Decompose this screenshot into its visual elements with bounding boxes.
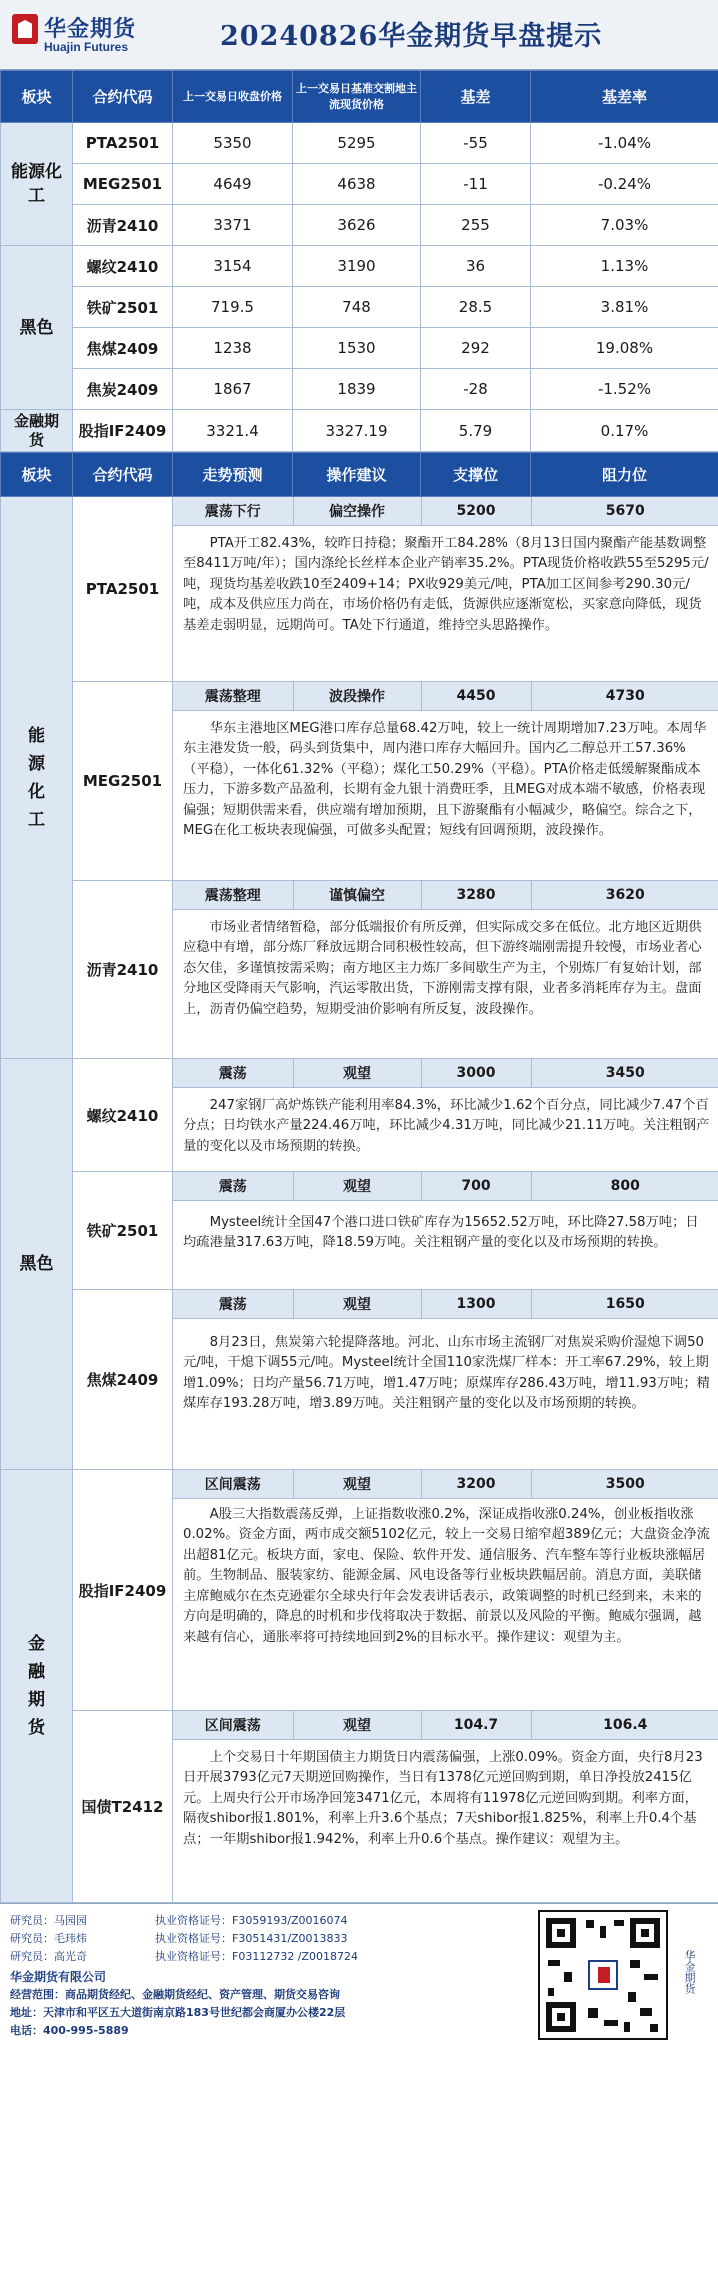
logo-en: Huajin Futures xyxy=(44,40,129,54)
table-row xyxy=(1,246,718,287)
contract-code: 铁矿2501 xyxy=(73,287,173,328)
spot-price: 5295 xyxy=(293,123,421,164)
strategy-detail xyxy=(173,1290,718,1470)
basis-rate: -1.52% xyxy=(531,369,718,410)
analyst-cert: 执业资格证号：F03112732 /Z0018724 xyxy=(155,1950,359,1963)
close-price: 719.5 xyxy=(173,287,293,328)
report-header xyxy=(0,0,718,70)
basis-rate: -1.04% xyxy=(531,123,718,164)
strategy-inner xyxy=(173,881,718,1058)
advice-value: 偏空操作 xyxy=(293,497,421,525)
company-logo xyxy=(12,12,162,58)
qr-code xyxy=(538,1910,698,2040)
trend-value: 震荡 xyxy=(173,1172,293,1200)
basis-rate: 3.81% xyxy=(531,287,718,328)
analysis-text: PTA开工82.43%，较昨日持稳；聚酯开工84.28%（8月13日国内聚酯产能基数调整至8411万吨/年）；国内涤纶长丝样本企业产销率35.2%。PTA现货价格收跌55至5295元/吨，现货均基差收跌10至2409+14；PX收929美元/吨，PTA加工区间参考290.30元/吨，成本及供应压力尚在，市场价格仍有走低，货源供应逐渐宽松，买家意向降低，现货基差走弱明显，远期尚可。TA处下行通道，维持空头思路操作。 xyxy=(183,535,709,633)
spot-price: 3327.19 xyxy=(293,410,421,452)
close-price: 3371 xyxy=(173,205,293,246)
close-price: 3154 xyxy=(173,246,293,287)
advice-value: 观望 xyxy=(293,1470,421,1498)
sector-label: 能源化工 xyxy=(1,123,73,246)
resist-value: 4730 xyxy=(531,682,718,710)
analysis-text: 上个交易日十年期国债主力期货日内震荡偏强，上涨0.09%。资金方面，央行8月23日开展3793亿元7天期逆回购操作，当日有1378亿元逆回购到期，单日净投放2415亿元。上周央行公开市场净回笼3471亿元，本周将有11978亿元逆回购到期。利率方面，隔夜shibor报1.801%，利率上升3.6个基点；7天shibor报1.825%，利率上升0.4个基点；一年期shibor报1.942%，利率上升0.6个基点。操作建议：观望为主。 xyxy=(183,1749,703,1847)
resist-value: 106.4 xyxy=(531,1711,718,1739)
strategy-detail xyxy=(173,1059,718,1172)
advice-value: 观望 xyxy=(293,1290,421,1318)
strategy-row xyxy=(1,1059,718,1172)
strategy-inner xyxy=(173,1059,718,1171)
col-contract: 合约代码 xyxy=(73,453,173,497)
support-value: 3200 xyxy=(421,1470,531,1498)
table-row xyxy=(1,164,718,205)
spot-price: 1530 xyxy=(293,328,421,369)
strategy-inner xyxy=(173,1711,718,1902)
contract-code: 螺纹2410 xyxy=(73,1059,173,1172)
strategy-row xyxy=(1,881,718,1059)
col-close: 上一交易日收盘价格 xyxy=(173,71,293,123)
strategy-row xyxy=(1,1711,718,1903)
analyst-name: 研究员：毛玮炜 xyxy=(10,1932,87,1945)
trend-value: 震荡 xyxy=(173,1059,293,1087)
company-address: 地址：天津市和平区五大道街南京路183号世纪都会商厦办公楼22层 xyxy=(10,2006,346,2019)
advice-value: 观望 xyxy=(293,1172,421,1200)
analyst-row xyxy=(10,1948,530,1966)
logo-cn: 华金期货 xyxy=(44,17,137,42)
support-value: 700 xyxy=(421,1172,531,1200)
advice-value: 观望 xyxy=(293,1711,421,1739)
col-support: 支撑位 xyxy=(421,453,531,497)
strategy-inner xyxy=(173,682,718,880)
resist-value: 5670 xyxy=(531,497,718,525)
support-value: 4450 xyxy=(421,682,531,710)
contract-code: 国债T2412 xyxy=(73,1711,173,1903)
spot-price: 748 xyxy=(293,287,421,328)
close-price: 3321.4 xyxy=(173,410,293,452)
strategy-row xyxy=(1,682,718,881)
contract-code: MEG2501 xyxy=(73,164,173,205)
resist-value: 800 xyxy=(531,1172,718,1200)
col-advice: 操作建议 xyxy=(293,453,421,497)
close-price: 5350 xyxy=(173,123,293,164)
basis-rate: 7.03% xyxy=(531,205,718,246)
resist-value: 3620 xyxy=(531,881,718,909)
basis-rate: 0.17% xyxy=(531,410,718,452)
analyst-cert: 执业资格证号：F3051431/Z0013833 xyxy=(155,1932,348,1945)
trend-value: 震荡 xyxy=(173,1290,293,1318)
analyst-cert: 执业资格证号：F3059193/Z0016074 xyxy=(155,1914,348,1927)
col-basis-rate: 基差率 xyxy=(531,71,718,123)
advice-value: 波段操作 xyxy=(293,682,421,710)
contract-code: 股指IF2409 xyxy=(73,1470,173,1711)
basis-value: -28 xyxy=(421,369,531,410)
trend-value: 震荡整理 xyxy=(173,881,293,909)
col-basis: 基差 xyxy=(421,71,531,123)
report-footer xyxy=(0,1903,718,2048)
close-price: 1867 xyxy=(173,369,293,410)
contract-code: 焦煤2409 xyxy=(73,328,173,369)
basis-rate: -0.24% xyxy=(531,164,718,205)
support-value: 3280 xyxy=(421,881,531,909)
strategy-row xyxy=(1,497,718,682)
table-row xyxy=(1,123,718,164)
col-spot: 上一交易日基准交割地主流现货价格 xyxy=(293,71,421,123)
strategy-detail xyxy=(173,682,718,881)
basis-value: 255 xyxy=(421,205,531,246)
analysis-text: 247家钢厂高炉炼铁产能利用率84.3%，环比减少1.62个百分点，同比减少7.47个百分点；日均铁水产量224.46万吨，环比减少4.31万吨，同比减少21.11万吨。关注粗钢产量的变化以及市场预期的转换。 xyxy=(183,1097,710,1154)
analyst-row xyxy=(10,1930,530,1948)
analyst-row xyxy=(10,1912,530,1930)
col-sector: 板块 xyxy=(1,71,73,123)
trend-value: 震荡下行 xyxy=(173,497,293,525)
basis-rate: 1.13% xyxy=(531,246,718,287)
basis-value: -55 xyxy=(421,123,531,164)
close-price: 1238 xyxy=(173,328,293,369)
basis-value: -11 xyxy=(421,164,531,205)
resist-value: 3450 xyxy=(531,1059,718,1087)
strategy-table xyxy=(0,452,718,1903)
support-value: 3000 xyxy=(421,1059,531,1087)
basis-value: 5.79 xyxy=(421,410,531,452)
col-trend: 走势预测 xyxy=(173,453,293,497)
strategy-row xyxy=(1,1290,718,1470)
support-value: 1300 xyxy=(421,1290,531,1318)
sector-label: 能源化工 xyxy=(1,497,73,1059)
advice-value: 观望 xyxy=(293,1059,421,1087)
support-value: 104.7 xyxy=(421,1711,531,1739)
sector-label: 金融期货 xyxy=(1,410,73,452)
sector-label: 黑色 xyxy=(1,246,73,410)
trend-value: 区间震荡 xyxy=(173,1470,293,1498)
resist-value: 3500 xyxy=(531,1470,718,1498)
contract-code: 螺纹2410 xyxy=(73,246,173,287)
basis-value: 292 xyxy=(421,328,531,369)
support-value: 5200 xyxy=(421,497,531,525)
strategy-inner xyxy=(173,1470,718,1710)
spot-price: 1839 xyxy=(293,369,421,410)
contract-code: PTA2501 xyxy=(73,123,173,164)
qr-label: 华金期货 xyxy=(683,1950,696,1994)
analysis-text: 华东主港地区MEG港口库存总量68.42万吨，较上一统计周期增加7.23万吨。本周华东主港发货一般，码头到货集中，周内港口库存大幅回升。国内乙二醇总开工57.36%（平稳），一体化61.32%（平稳）；煤化工50.29%（平稳）。PTA价格走低缓解聚酯成本压力，下游多数产品盈利，长期有金九银十消费旺季，且MEG对成本端不敏感，价格表现偏强；短期供需来看，供应端有增加预期，且下游聚酯有小幅减少，略偏空。综合之下，MEG在化工板块表现偏强，可做多头配置；短线有回调预期，波段操作。 xyxy=(183,720,707,838)
contract-code: 沥青2410 xyxy=(73,205,173,246)
basis-table-header xyxy=(1,71,718,123)
strategy-table-header xyxy=(1,453,718,497)
analysis-text: A股三大指数震荡反弹，上证指数收涨0.2%，深证成指收涨0.24%，创业板指收涨0.02%。资金方面，两市成交额5102亿元，较上一交易日缩窄超389亿元；大盘资金净流出超81亿元。板块方面，家电、保险、软件开发、通信服务、汽车整车等行业板块涨幅居前。生物制品、服装家纺、能源金属、风电设备等行业板块跌幅居前。消息方面，美联储主席鲍威尔在杰克逊霍尔全球央行年会发表讲话表示，政策调整的时机已经到来，未来的方向是明确的，降息的时机和步伐将取决于数据、前景以及风险的平衡。鲍威尔强调，越来越有信心，通胀率将可持续地回到2%的目标水平。操作建议：观望为主。 xyxy=(183,1506,710,1645)
strategy-detail xyxy=(173,1172,718,1290)
contract-code: 铁矿2501 xyxy=(73,1172,173,1290)
contract-code: PTA2501 xyxy=(73,497,173,682)
advice-value: 谨慎偏空 xyxy=(293,881,421,909)
contract-code: MEG2501 xyxy=(73,682,173,881)
trend-value: 震荡整理 xyxy=(173,682,293,710)
company-phone: 电话：400-995-5889 xyxy=(10,2024,129,2037)
basis-table xyxy=(0,70,718,452)
resist-value: 1650 xyxy=(531,1290,718,1318)
business-scope: 经营范围：商品期货经纪、金融期货经纪、资产管理、期货交易咨询 xyxy=(10,1988,340,2001)
col-contract: 合约代码 xyxy=(73,71,173,123)
strategy-inner xyxy=(173,497,718,681)
qr-logo-icon xyxy=(588,1960,618,1990)
logo-icon xyxy=(12,14,38,44)
sector-label: 黑色 xyxy=(1,1059,73,1470)
spot-price: 3190 xyxy=(293,246,421,287)
close-price: 4649 xyxy=(173,164,293,205)
spot-price: 4638 xyxy=(293,164,421,205)
sector-label: 金融期货 xyxy=(1,1470,73,1903)
strategy-detail xyxy=(173,1470,718,1711)
strategy-detail xyxy=(173,881,718,1059)
analysis-text: 8月23日，焦炭第六轮提降落地。河北、山东市场主流钢厂对焦炭采购价湿熄下调50元/吨，干熄下调55元/吨。Mysteel统计全国110家洗煤厂样本：开工率67.29%，较上期增1.09%；日均产量56.71万吨，增1.47万吨；原煤库存286.43万吨，增11.93万吨；精煤库存193.28万吨，增3.89万吨。关注粗钢产量的变化以及市场预期的转换。 xyxy=(183,1334,710,1411)
contract-code: 焦炭2409 xyxy=(73,369,173,410)
strategy-inner xyxy=(173,1290,718,1469)
analysis-text: Mysteel统计全国47个港口进口铁矿库存为15652.52万吨，环比降27.58万吨；日均疏港量317.63万吨，降18.59万吨。关注粗钢产量的变化以及市场预期的转换。 xyxy=(183,1214,699,1250)
qr-image xyxy=(538,1910,668,2040)
strategy-detail xyxy=(173,497,718,682)
analysis-text: 市场业者情绪暂稳，部分低端报价有所反弹，但实际成交多在低位。北方地区近期供应稳中有增，部分炼厂释放远期合同积极性较高，但下游终端刚需提升较慢，市场业者心态欠佳，多谨慎按需采购；南方地区主力炼厂多间歇生产为主，个别炼厂有复始计划，部分地区受降雨天气影响，汽运零散出货，下游刚需支撑有限，业者多消耗库存为主。盘面上，沥青仍偏空趋势，短期受油价影响有所反复，波段操作。 xyxy=(183,919,702,1017)
analyst-name: 研究员：高光奇 xyxy=(10,1950,87,1963)
contract-code: 股指IF2409 xyxy=(73,410,173,452)
strategy-row xyxy=(1,1470,718,1711)
company-name: 华金期货有限公司 xyxy=(10,1970,107,1984)
table-row xyxy=(1,410,718,452)
trend-value: 区间震荡 xyxy=(173,1711,293,1739)
strategy-row xyxy=(1,1172,718,1290)
analyst-info xyxy=(10,1912,530,2040)
table-row xyxy=(1,328,718,369)
table-row xyxy=(1,205,718,246)
col-resist: 阻力位 xyxy=(531,453,718,497)
report-title: 20240826华金期货早盘提示 xyxy=(220,21,603,52)
strategy-detail xyxy=(173,1711,718,1903)
contract-code: 沥青2410 xyxy=(73,881,173,1059)
contract-code: 焦煤2409 xyxy=(73,1290,173,1470)
strategy-inner xyxy=(173,1172,718,1289)
table-row xyxy=(1,369,718,410)
table-row xyxy=(1,287,718,328)
basis-value: 28.5 xyxy=(421,287,531,328)
basis-value: 36 xyxy=(421,246,531,287)
basis-rate: 19.08% xyxy=(531,328,718,369)
spot-price: 3626 xyxy=(293,205,421,246)
analyst-name: 研究员：马园园 xyxy=(10,1914,87,1927)
col-sector: 板块 xyxy=(1,453,73,497)
